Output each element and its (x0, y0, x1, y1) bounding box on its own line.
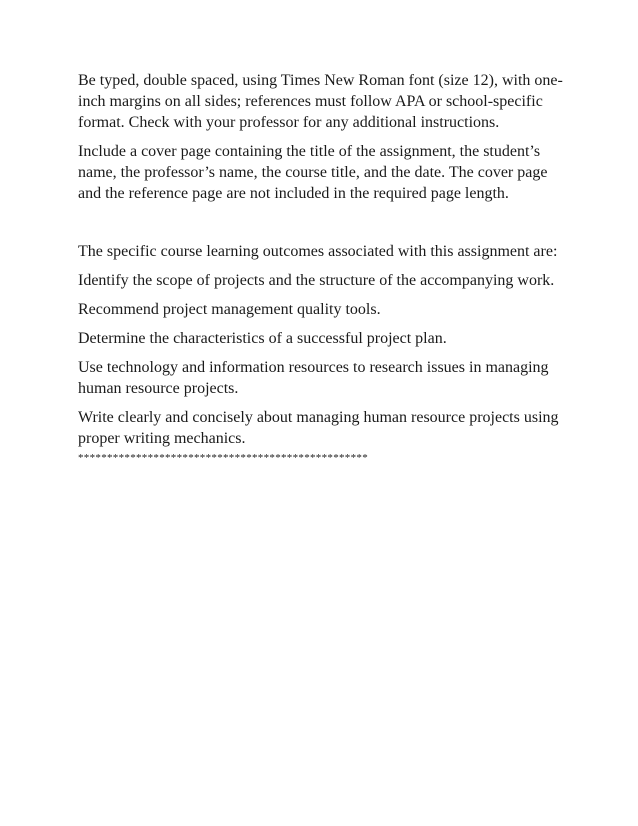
learning-outcome-item: Determine the characteristics of a successful project plan. (78, 330, 447, 347)
learning-outcome-item: Write clearly and concisely about managing human resource projects using proper writing mechanics. (78, 409, 559, 447)
asterisk-separator: ************************************************** (78, 452, 368, 464)
formatting-requirements-paragraph: Be typed, double spaced, using Times New Roman font (size 12), with one-inch margins on all sides; references must follow APA or school-specific format. Check with your professor for any additional instructions. (78, 72, 563, 131)
cover-page-paragraph: Include a cover page containing the title of the assignment, the student’s name, the professor’s name, the course title, and the date. The cover page and the reference page are not included in the required page length. (78, 143, 548, 202)
document-body (78, 70, 568, 465)
learning-outcomes-intro: The specific course learning outcomes associated with this assignment are: (78, 243, 558, 260)
learning-outcome-item: Identify the scope of projects and the structure of the accompanying work. (78, 272, 555, 289)
learning-outcome-item: Recommend project management quality tools. (78, 301, 381, 318)
learning-outcome-item: Use technology and information resources to research issues in managing human resource projects. (78, 359, 549, 397)
